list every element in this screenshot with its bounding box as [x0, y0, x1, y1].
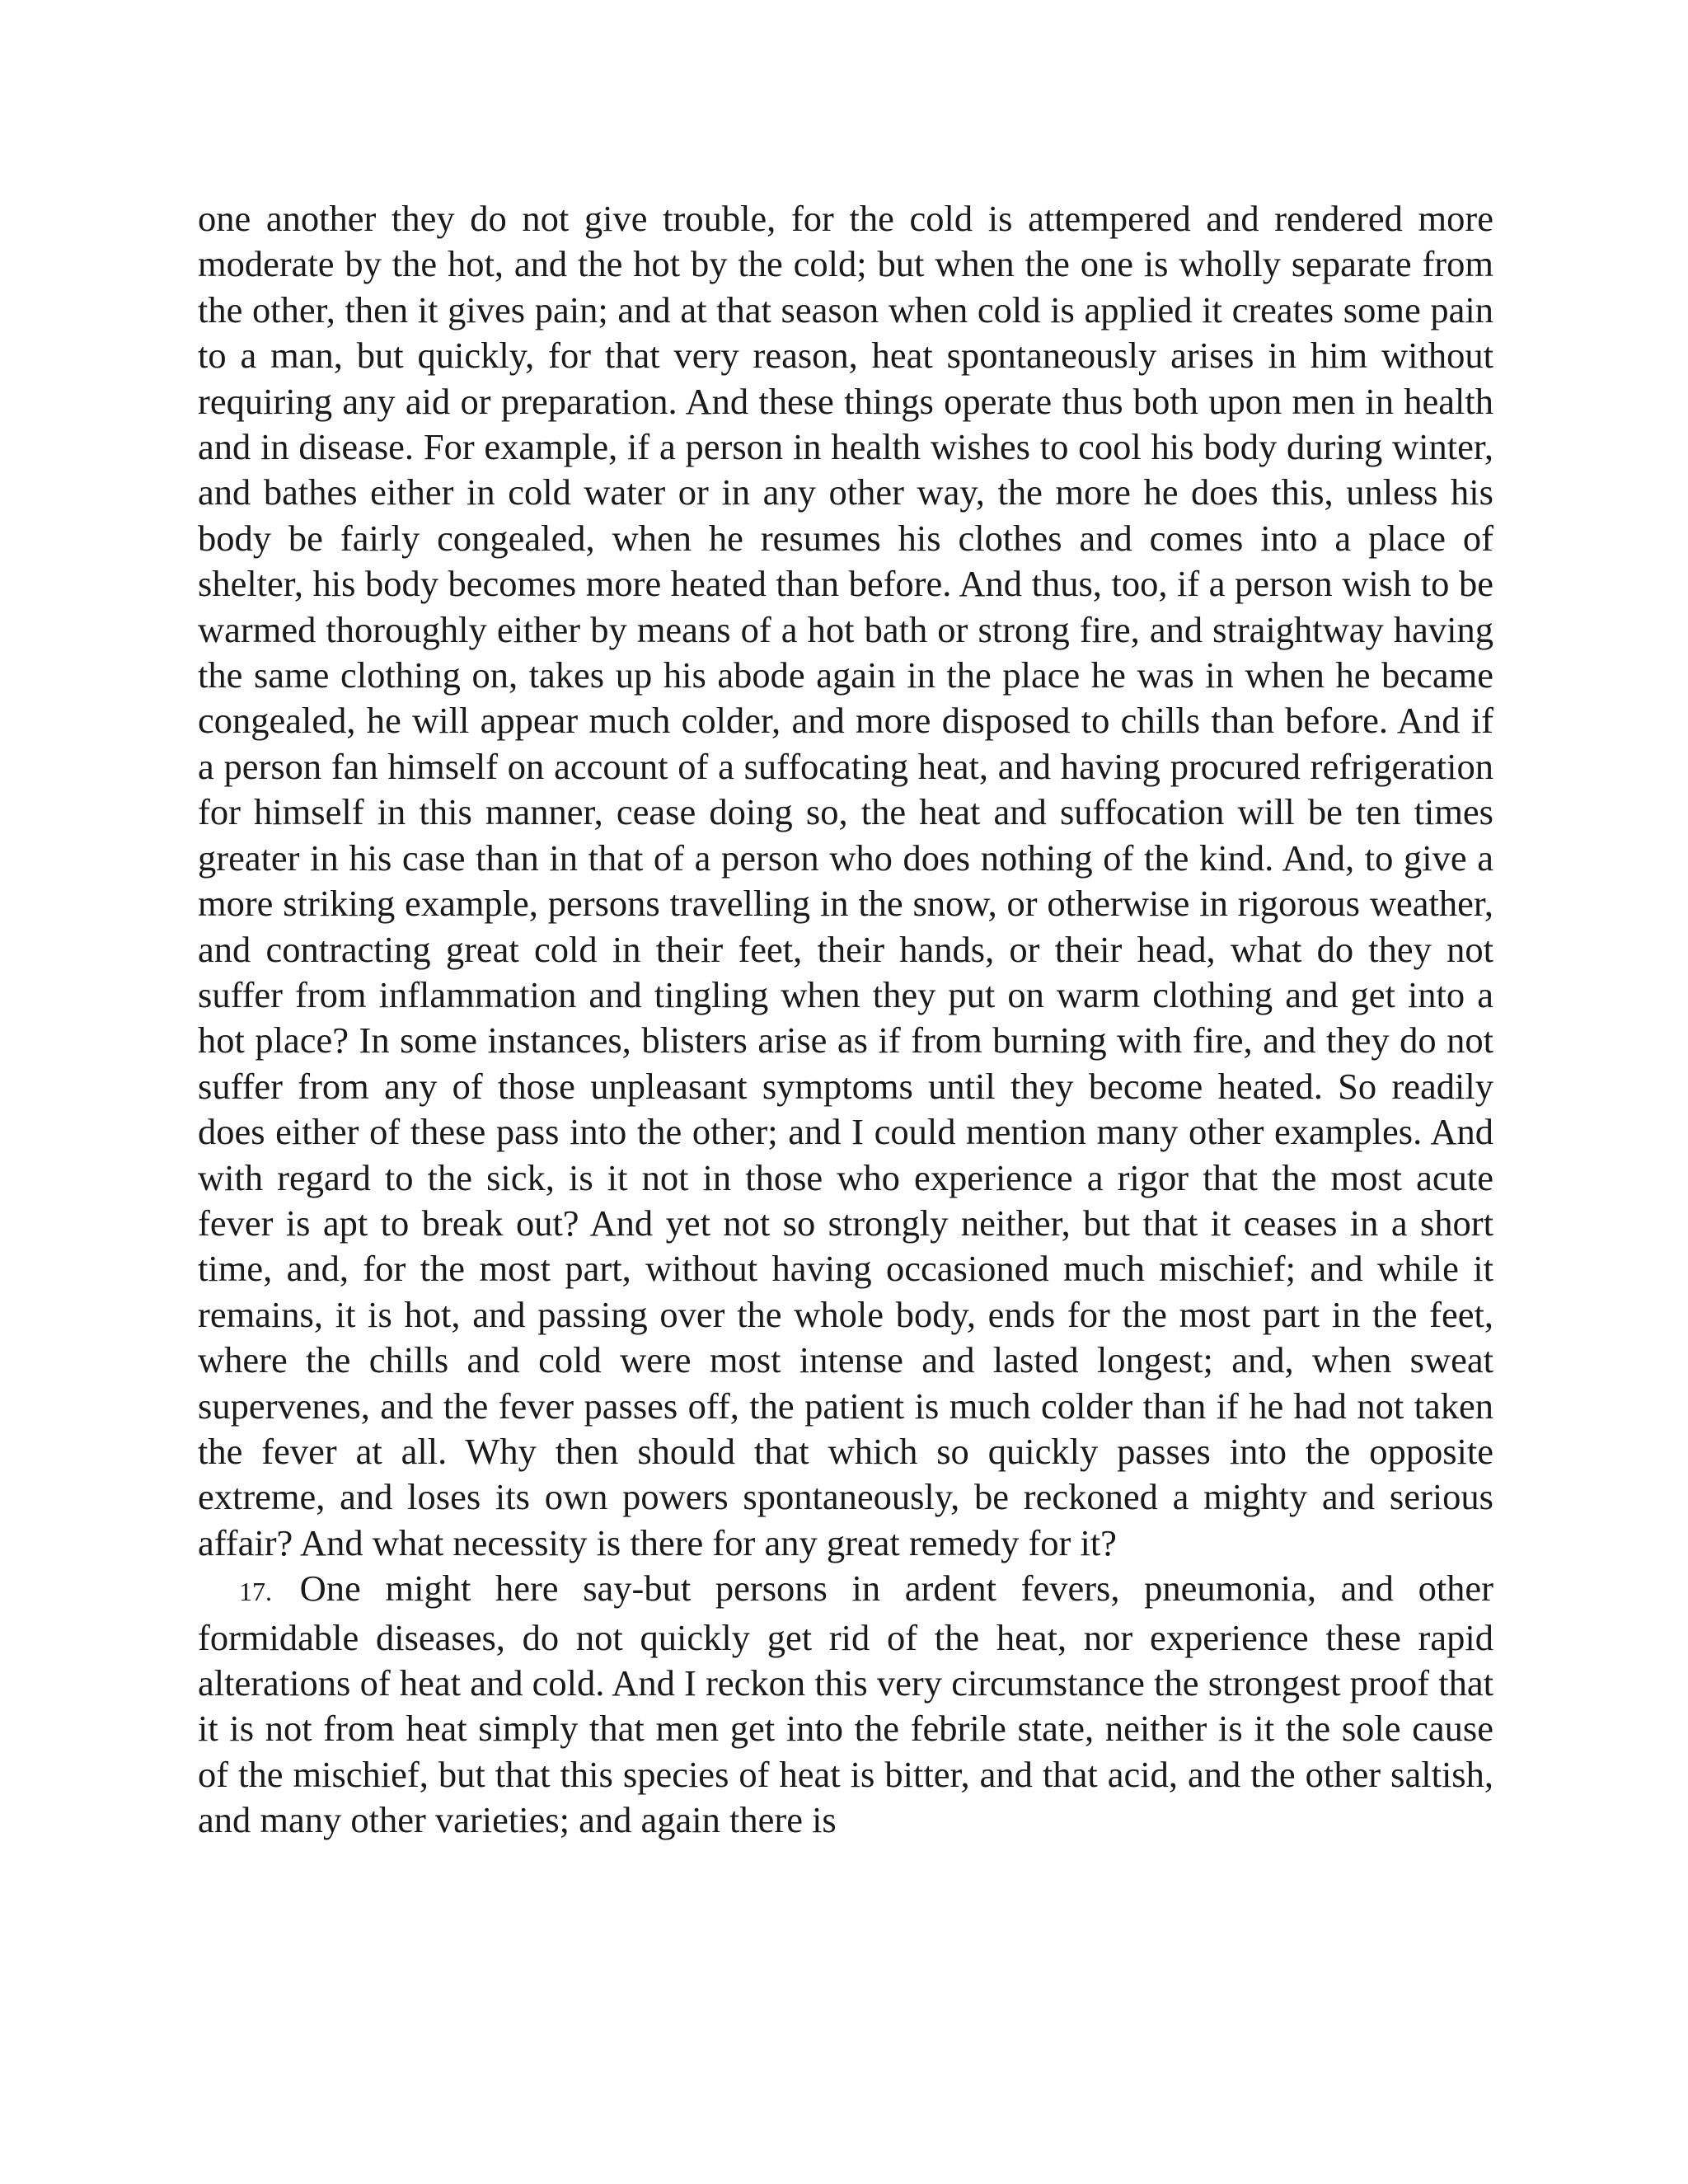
paragraph-section-17 — [198, 1566, 1493, 1843]
paragraph-continued — [198, 196, 1493, 1566]
paragraph-text: one another they do not give trouble, for the cold is attempered and rendered more moderate by the hot, and the hot by the cold; but when the one is wholly separate from the other, then it gives pain; and at that season when cold is applied it creates some pain to a man, but quickly, for that very reason, heat spontaneously arises in him without requiring any aid or preparation. And these things operate thus both upon men in health and in disease. For example, if a person in health wishes to cool his body during winter, and bathes either in cold water or in any other way, the more he does this, unless his body be fairly congealed, when he resumes his clothes and comes into a place of shelter, his body becomes more heated than before. And thus, too, if a person wish to be warmed thoroughly either by means of a hot bath or strong fire, and straightway having the same clothing on, takes up his abode again in the place he was in when he became congealed, he will appear much colder, and more disposed to chills than before. And if a person fan himself on account of a suffocating heat, and having procured refrigeration for himself in this manner, cease doing so, the heat and suffocation will be ten times greater in his case than in that of a person who does nothing of the kind. And, to give a more striking example, persons travelling in the snow, or otherwise in rigorous weather, and contracting great cold in their feet, their hands, or their head, what do they not suffer from inflammation and tingling when they put on warm clothing and get into a hot place? In some instances, blisters arise as if from burning with fire, and they do not suffer from any of those unpleasant symptoms until they become heated. So readily does either of these pass into the other; and I could mention many other examples. And with regard to the sick, is it not in those who experience a rigor that the most acute fever is apt to break out? And yet not so strongly neither, but that it ceases in a short time, and, for the most part, without having occasioned much mischief; and while it remains, it is hot, and passing over the whole body, ends for the most part in the feet, where the chills and cold were most intense and lasted longest; and, when sweat supervenes, and the fever passes off, the patient is much colder than if he had not taken the fever at all. Why then should that which so quickly passes into the opposite extreme, and loses its own powers spontaneously, be reckoned a mighty and serious affair? And what necessity is there for any great remedy for it? — [198, 198, 1493, 1563]
section-number: 17. — [239, 1577, 272, 1607]
page-body — [198, 196, 1493, 1844]
paragraph-text: One might here say-but persons in ardent fevers, pneumonia, and other formidable diseases, do not quickly get rid of the heat, nor experience these rapid alterations of heat and cold. And I reckon this very circumstance the strongest proof that it is not from heat simply that men get into the febrile state, neither is it the sole cause of the mischief, but that this species of heat is bitter, and that acid, and the other saltish, and many other varieties; and again there is — [198, 1568, 1493, 1841]
